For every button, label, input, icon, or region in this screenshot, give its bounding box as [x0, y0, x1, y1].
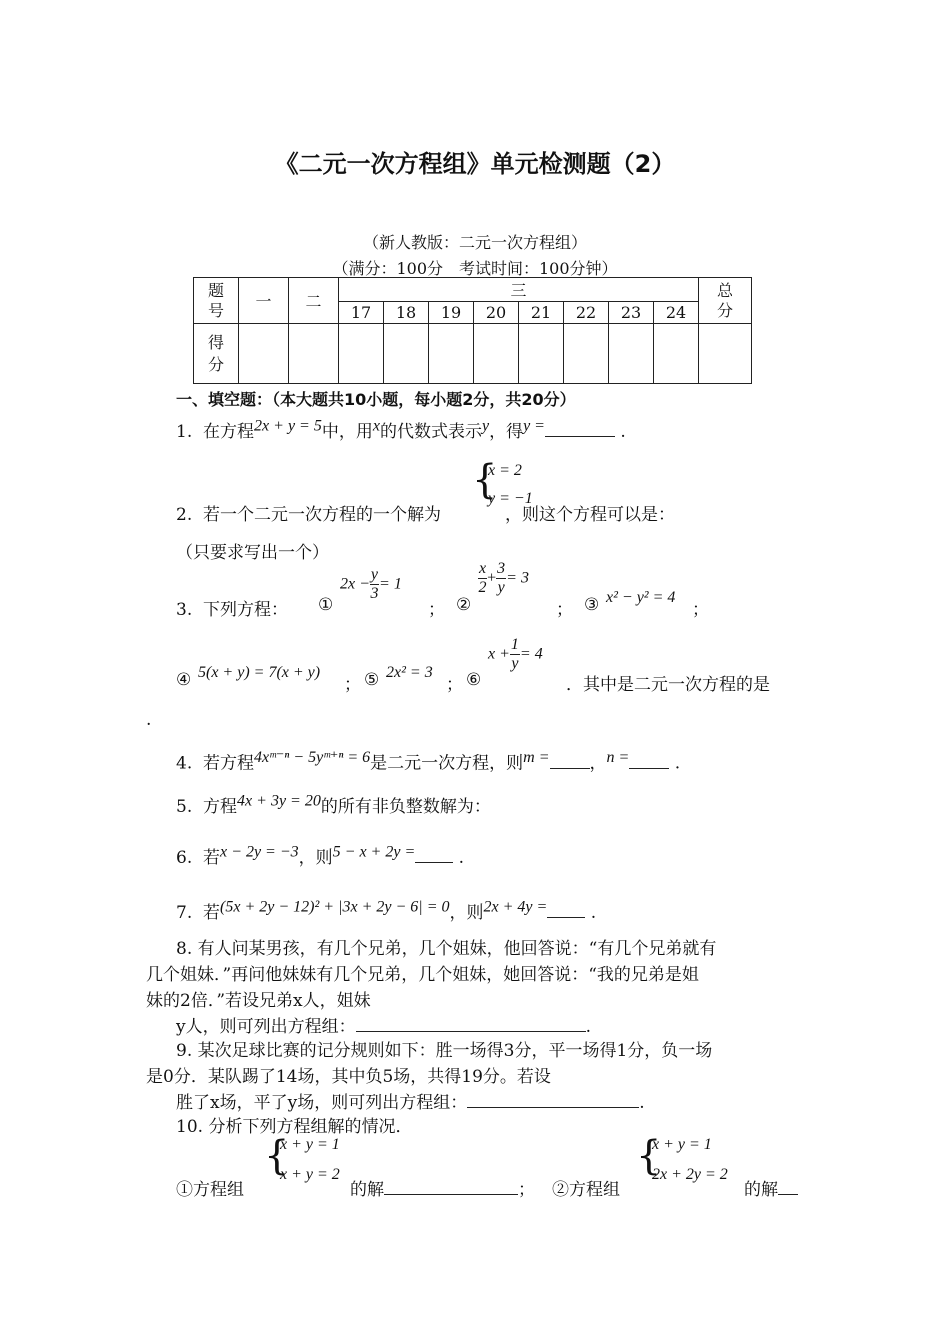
option-6-marker: ⑥ — [466, 670, 482, 690]
col-21: 21 — [519, 302, 564, 324]
question-7: 7. 若$^{(5x + 2y - 12)^2 + |3x + 2y - 6| = 0}$，则$^{2x + 4y =}$ . — [176, 898, 597, 923]
subtitle-edition: （新人教版：二元一次方程组） — [362, 233, 587, 252]
option-3-marker: ③ — [584, 595, 600, 615]
row-score-label: 得 分 — [194, 324, 239, 384]
section-heading-fill-in: 一、填空题：（本大题共10小题，每小题2分，共20分） — [176, 390, 576, 409]
system-1-answer: 的解 ； — [350, 1180, 535, 1200]
answer-blank[interactable] — [356, 1017, 586, 1032]
question-2: 2. 若一个二元一次方程的一个解为 ，则这个方程可以是： — [176, 505, 676, 525]
col-24: 24 — [654, 302, 699, 324]
question-9-line-1: 9. 某次足球比赛的记分规则如下：胜一场得3分，平一场得1分，负一场 — [176, 1041, 713, 1061]
equation-3: x² − y² = 4 — [606, 589, 676, 606]
question-8-line-4: y人，则可列出方程组： . — [176, 1017, 592, 1037]
option-2-marker: ② — [456, 595, 472, 615]
question-8-line-3: 妹的2倍．”若设兄弟x人，姐妹 — [146, 991, 371, 1011]
question-9-line-2: 是0分．某队踢了14场，其中负5场，共得19分。若设 — [146, 1067, 551, 1087]
question-9-line-3: 胜了x场，平了y场，则可列出方程组： . — [176, 1093, 645, 1113]
col-19: 19 — [429, 302, 474, 324]
system-2-answer: 的解 — [744, 1175, 798, 1200]
header-part-one: 一 — [239, 278, 289, 324]
system-2-label: ②方程组 — [552, 1180, 620, 1200]
separator: ； — [428, 600, 445, 620]
score-cell[interactable] — [654, 324, 699, 384]
option-1-marker: ① — [318, 595, 334, 615]
brace-icon: { — [636, 1133, 662, 1179]
equation-2: $\frac{x}{2}$ + $\frac{3}{y}$ = 3 — [478, 560, 529, 596]
col-22: 22 — [564, 302, 609, 324]
score-cell[interactable] — [289, 324, 339, 384]
col-17: 17 — [339, 302, 384, 324]
separator: ； — [344, 675, 361, 695]
subtitle-exam-info: （满分：100分 考试时间：100分钟） — [332, 259, 618, 278]
score-cell[interactable] — [429, 324, 474, 384]
header-part-two: 二 — [289, 278, 339, 324]
question-5: 5. 方程$^{4x + 3y = 20}$的所有非负整数解为： — [176, 792, 491, 817]
question-3-end-dot: . — [146, 710, 152, 730]
header-question-number: 题 号 — [194, 278, 239, 324]
equation-6: x + $\frac{1}{y}$ = 4 — [488, 636, 543, 672]
separator: ； — [692, 600, 709, 620]
question-8-line-2: 几个姐妹．”再问他妹妹有几个兄弟，几个姐妹，她回答说：“我的兄弟是姐 — [146, 965, 699, 985]
option-4-marker: ④ — [176, 670, 192, 690]
question-8-line-1: 8. 有人问某男孩，有几个兄弟，几个姐妹，他回答说：“有几个兄弟就有 — [176, 939, 717, 959]
equation-1: 2x − $\frac{y}{3}$ = 1 — [340, 566, 402, 602]
separator: ； — [556, 600, 573, 620]
separator: ； — [446, 675, 463, 695]
score-cell[interactable] — [699, 324, 752, 384]
score-cell[interactable] — [239, 324, 289, 384]
system-2-eq-1: x + y = 1 — [652, 1136, 712, 1153]
question-2-note: （只要求写出一个） — [176, 543, 329, 563]
score-cell[interactable] — [474, 324, 519, 384]
question-3-tail: ．其中是二元一次方程的是 — [566, 675, 770, 695]
brace-icon: { — [472, 457, 498, 503]
question-1: 1. 在方程$^{2x + y = 5}$中，用$^x$的代数式表示$^y$，得$^{y =}$ . — [176, 417, 626, 442]
col-20: 20 — [474, 302, 519, 324]
col-18: 18 — [384, 302, 429, 324]
col-23: 23 — [609, 302, 654, 324]
question-6: 6. 若$^{x - 2y = -3}$，则$^{5 - x + 2y =}$ . — [176, 843, 465, 868]
equation-5: 2x² = 3 — [386, 664, 433, 681]
score-cell[interactable] — [609, 324, 654, 384]
score-cell[interactable] — [384, 324, 429, 384]
answer-blank[interactable] — [467, 1093, 639, 1108]
system-1-label: ①方程组 — [176, 1180, 244, 1200]
score-cell[interactable] — [519, 324, 564, 384]
question-10: 10. 分析下列方程组解的情况． — [176, 1117, 413, 1137]
solution-x: x = 2 — [488, 462, 522, 479]
question-4: 4. 若方程$^{4xᵐ^{-n} - 5yᵐ^{+n} = 6}$是二元一次方程，则$^{m =}$ ，$^{n =}$ . — [176, 749, 681, 774]
answer-blank[interactable] — [384, 1180, 518, 1195]
header-total: 总 分 — [699, 278, 752, 324]
brace-icon: { — [264, 1133, 290, 1179]
header-part-three: 三 — [339, 278, 699, 302]
score-cell[interactable] — [339, 324, 384, 384]
system-1-eq-1: x + y = 1 — [280, 1136, 340, 1153]
answer-blank[interactable] — [778, 1180, 798, 1195]
solution-y: y = −1 — [488, 490, 533, 507]
system-1-eq-2: x + y = 2 — [280, 1166, 340, 1183]
score-table — [193, 277, 752, 384]
option-5-marker: ⑤ — [364, 670, 380, 690]
page-title: 《二元一次方程组》单元检测题（2） — [274, 150, 676, 178]
equation-4: 5(x + y) = 7(x + y) — [198, 664, 321, 681]
score-cell[interactable] — [564, 324, 609, 384]
question-3: 3. 下列方程： — [176, 600, 289, 620]
system-2-eq-2: 2x + 2y = 2 — [652, 1166, 728, 1183]
